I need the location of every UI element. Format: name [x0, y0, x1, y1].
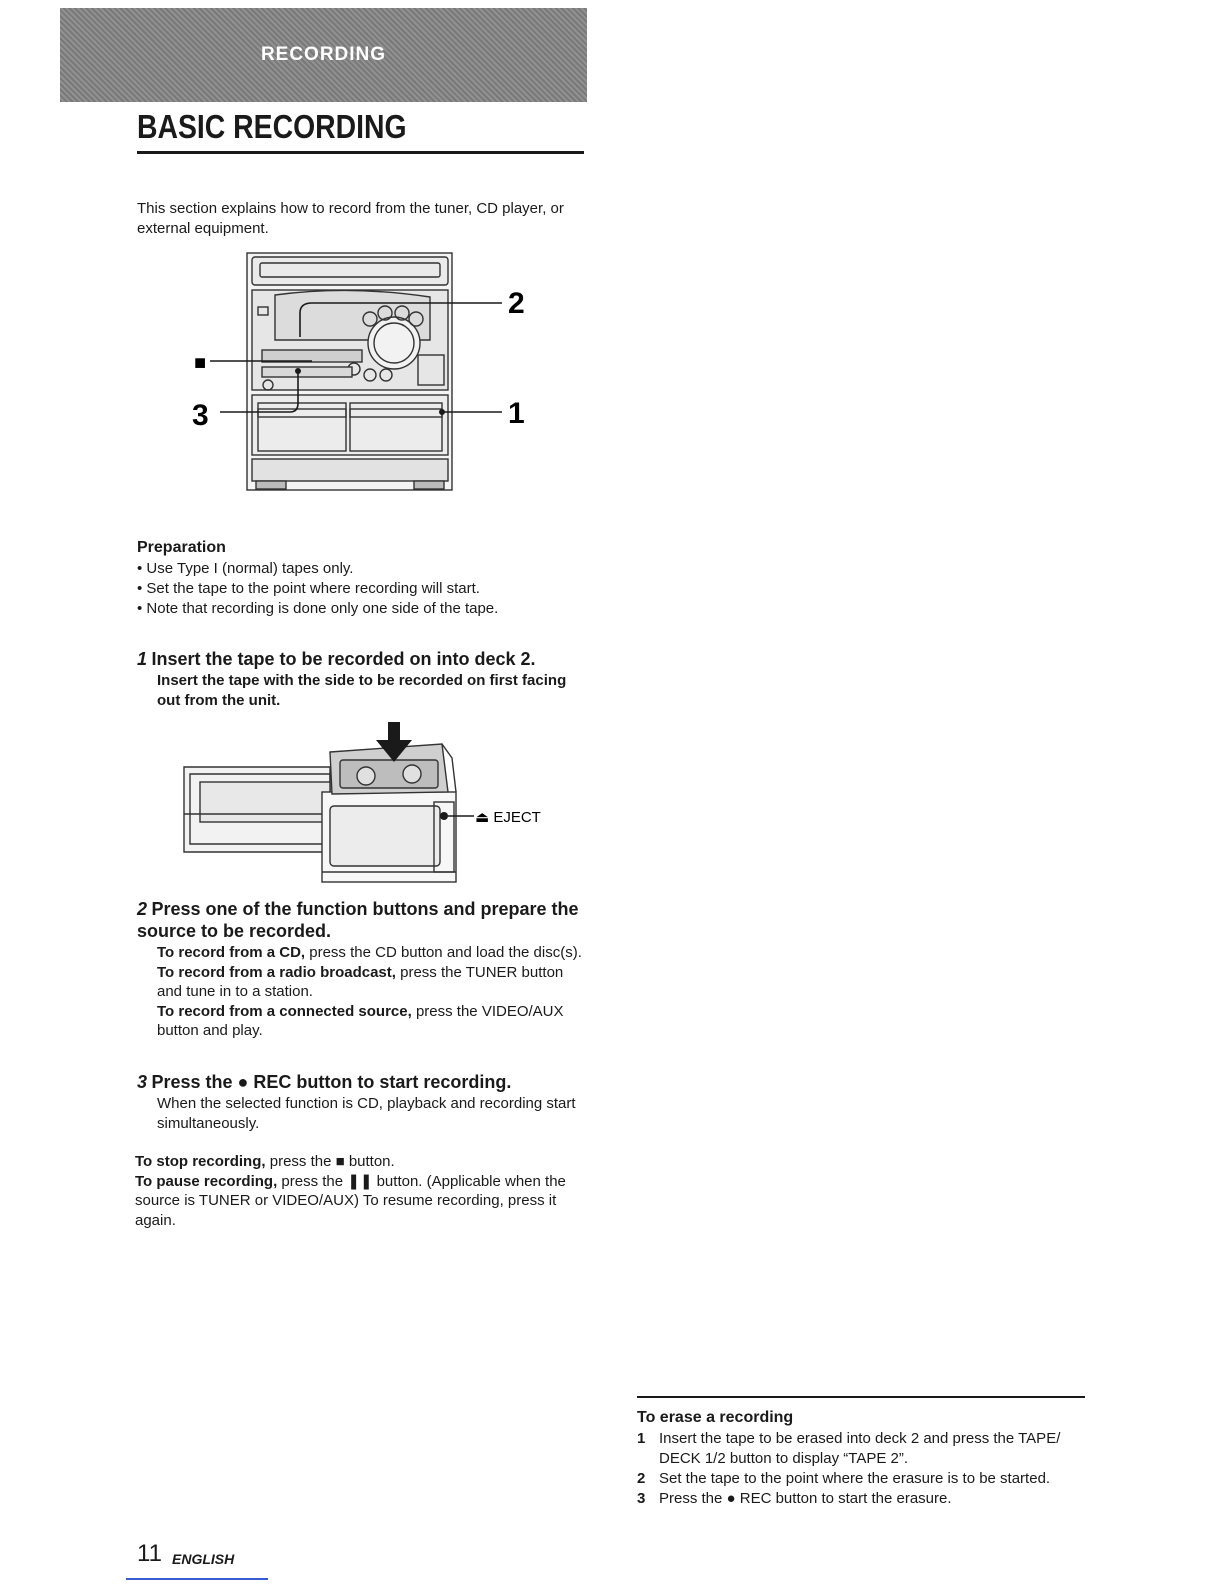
list-item: • Use Type I (normal) tapes only. — [137, 560, 354, 577]
callout-stop-symbol: ■ — [194, 352, 207, 374]
callout-1: 1 — [508, 397, 525, 430]
radio-lead: To record from a radio broadcast, — [157, 963, 396, 981]
step-title: Press one of the function buttons and prepare the source to be recorded. — [137, 899, 579, 941]
cd-lead: To record from a CD, — [157, 944, 306, 961]
page-title: BASIC RECORDING — [137, 108, 407, 145]
stop-text: press the ■ button. — [265, 1153, 395, 1170]
erase-steps — [637, 1429, 1087, 1509]
erase-step-text: Set the tape to the point where the erasure is to be started. — [659, 1470, 1051, 1487]
preparation-heading: Preparation — [137, 539, 226, 556]
erase-rule — [637, 1396, 1085, 1398]
step-number: 2 — [137, 899, 148, 919]
intro-text: This section explains how to record from the tuner, CD player, or external equipment. — [137, 200, 564, 237]
step-title: Press the ● REC button to start recording. — [151, 1072, 512, 1092]
stereo-unit-figure — [190, 245, 540, 500]
list-item — [637, 1489, 1087, 1509]
radio-text: press the TUNER button and tune in to a station. — [157, 963, 564, 1000]
cd-text: press the CD button and load the disc(s). — [305, 944, 582, 961]
step-number: 3 — [137, 1072, 148, 1092]
stop-pause-instructions — [135, 1152, 585, 1230]
erase-step-number: 2 — [637, 1470, 646, 1487]
callout-2: 2 — [508, 287, 525, 320]
callout-3: 3 — [192, 399, 209, 432]
step-1-subtext: Insert the tape with the side to be recorded on first facing out from the unit. — [157, 672, 567, 709]
step-number: 1 — [137, 649, 148, 669]
pause-text: press the ❚❚ button. (Applicable when the source is TUNER or VIDEO/AUX) To resume recording, press it again. — [135, 1172, 566, 1229]
erase-step-text: Insert the tape to be erased into deck 2 and press the TAPE/ DECK 1/2 button to display “TAPE 2”. — [659, 1430, 1061, 1467]
step-2-body — [157, 943, 585, 1041]
stop-lead: To stop recording, — [135, 1153, 266, 1170]
list-item: • Set the tape to the point where recording will start. — [137, 580, 480, 597]
erase-step-number: 3 — [637, 1490, 646, 1507]
aux-text: press the VIDEO/AUX button and play. — [157, 1002, 564, 1039]
step-3-body: When the selected function is CD, playback and recording start simultaneously. — [157, 1095, 576, 1132]
step-title: Insert the tape to be recorded on into deck 2. — [151, 649, 536, 669]
preparation-list — [137, 559, 498, 619]
step-2-heading — [137, 898, 587, 942]
section-header-label: RECORDING — [260, 44, 387, 65]
pause-lead: To pause recording, — [135, 1172, 278, 1190]
step-3-heading — [137, 1071, 587, 1093]
bottom-rule — [126, 1578, 268, 1580]
list-item — [637, 1469, 1087, 1489]
erase-step-text: Press the ● REC button to start the erasure. — [659, 1490, 952, 1507]
page-language: ENGLISH — [172, 1551, 235, 1567]
eject-label: ⏏ EJECT — [475, 809, 541, 826]
page-number: 11 — [137, 1540, 162, 1567]
list-item: • Note that recording is done only one side of the tape. — [137, 600, 499, 617]
erase-heading: To erase a recording — [637, 1409, 794, 1426]
title-rule — [137, 151, 584, 154]
tape-deck-figure — [180, 722, 560, 887]
erase-step-number: 1 — [637, 1430, 646, 1447]
aux-lead: To record from a connected source, — [157, 1002, 412, 1020]
list-item — [637, 1429, 1087, 1469]
step-1-heading — [137, 648, 587, 670]
